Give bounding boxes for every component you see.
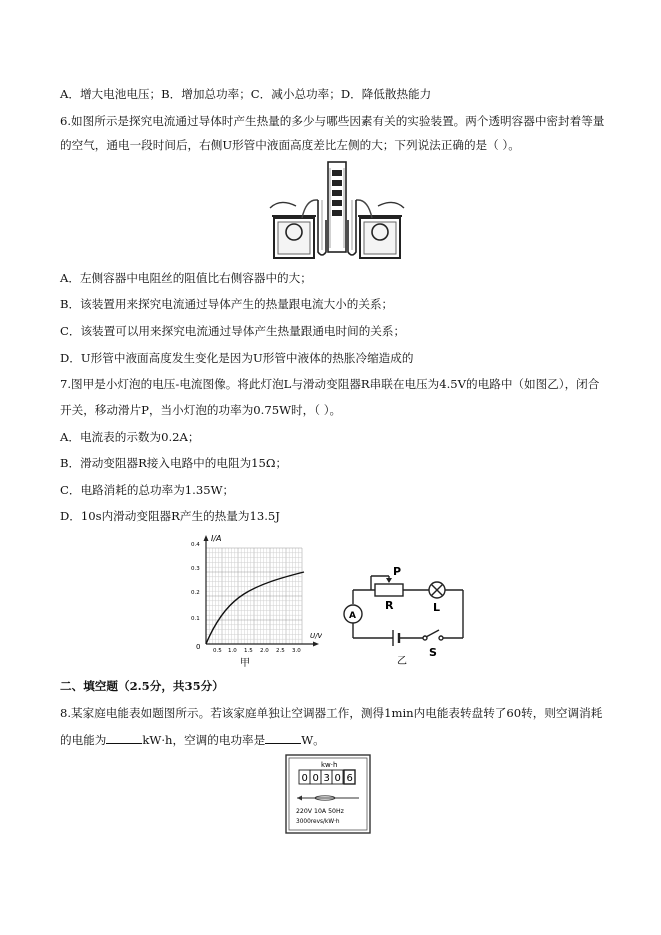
graph-ylabel: I/A [211, 534, 222, 543]
q7-stem-line1: 7.图甲是小灯泡的电压-电流图像。将此灯泡L与滑动变阻器R串联在电压为4.5V的电路中（如图乙），闭合 [60, 377, 600, 391]
y-tick-label: 0.1 [191, 616, 200, 622]
meter-digit: 0 [301, 773, 308, 784]
meter-spec: 220V 10A 50Hz [296, 808, 344, 815]
q6-stem-line1: 6.如图所示是探究电流通过导体时产生热量的多少与哪些因素有关的实验装置。两个透明容器中密封着等量 [60, 114, 605, 128]
q8-text-a: 的电能为 [60, 733, 107, 747]
graph-caption: 甲 [240, 658, 250, 669]
q6-apparatus-figure [262, 160, 412, 262]
q7-iu-graph [182, 532, 322, 670]
q6-option-c: C．该装置可以用来探究电流通过导体产生热量跟通电时间的关系； [60, 324, 406, 338]
graph-grid [206, 548, 302, 644]
circuit-label-r: R [385, 599, 394, 612]
meter-rate: 3000revs/kW·h [296, 819, 340, 825]
circuit-caption: 乙 [397, 656, 407, 667]
q7-option-a: A．电流表的示数为0.2A； [60, 430, 200, 444]
circuit-label-l: L [433, 601, 441, 614]
x-tick-label: 1.0 [228, 648, 237, 654]
meter-digit: 3 [323, 773, 330, 784]
circuit-label-a: A [349, 611, 356, 621]
y-tick-label: 0.4 [191, 542, 200, 548]
y-tick-label: 0.2 [191, 590, 200, 596]
x-tick-label: 0.5 [213, 648, 222, 654]
q7-stem-line2: 开关，移动滑片P，当小灯泡的功率为0.75W时，（ ）。 [60, 403, 342, 417]
q7-option-d: D．10s内滑动变阻器R产生的热量为13.5J [60, 509, 280, 523]
q7-circuit-diagram [335, 562, 475, 668]
q5-options: A．增大电池电压；B．增加总功率；C．减小总功率；D．降低散热能力 [60, 87, 432, 101]
circuit-label-s: S [429, 646, 437, 659]
x-tick-label: 2.5 [276, 648, 285, 654]
graph-origin: 0 [196, 643, 201, 651]
q8-energy-meter-figure [285, 754, 371, 834]
graph-xlabel: U/V [310, 632, 322, 640]
q8-stem-line2 [60, 731, 325, 748]
q7-option-c: C．电路消耗的总功率为1.35W； [60, 483, 235, 497]
meter-digit: 0 [334, 773, 341, 784]
circuit-label-p: P [393, 565, 402, 578]
q8-text-b: kW·h，空调的电功率是 [142, 733, 266, 747]
q7-option-b: B．滑动变阻器R接入电路中的电阻为15Ω； [60, 456, 288, 470]
q8-stem-line1: 8.某家庭电能表如题图所示。若该家庭单独让空调器工作，测得1min内电能表转盘转了60转，则空调消耗 [60, 706, 603, 720]
meter-digit: 6 [346, 773, 353, 784]
meter-digit: 0 [312, 773, 319, 784]
q6-option-a: A．左侧容器中电阻丝的阻值比右侧容器中的大； [60, 271, 312, 285]
q8-answer-blank-energy [106, 731, 142, 744]
meter-unit: kw·h [321, 761, 338, 769]
q6-option-b: B．该装置用来探究电流通过导体产生的热量跟电流大小的关系； [60, 297, 394, 311]
x-tick-label: 3.0 [292, 648, 301, 654]
q8-answer-blank-power [265, 731, 301, 744]
q8-text-c: W。 [301, 733, 325, 747]
x-tick-label: 2.0 [260, 648, 269, 654]
x-tick-label: 1.5 [244, 648, 253, 654]
q6-stem-line2: 的空气，通电一段时间后，右侧U形管中液面高度差比左侧的大；下列说法正确的是（ ）。 [60, 138, 520, 152]
q6-option-d: D．U形管中液面高度发生变化是因为U形管中液体的热胀冷缩造成的 [60, 351, 414, 365]
section-2-title: 二、填空题（2.5分，共35分） [60, 679, 224, 693]
y-tick-label: 0.3 [191, 566, 200, 572]
